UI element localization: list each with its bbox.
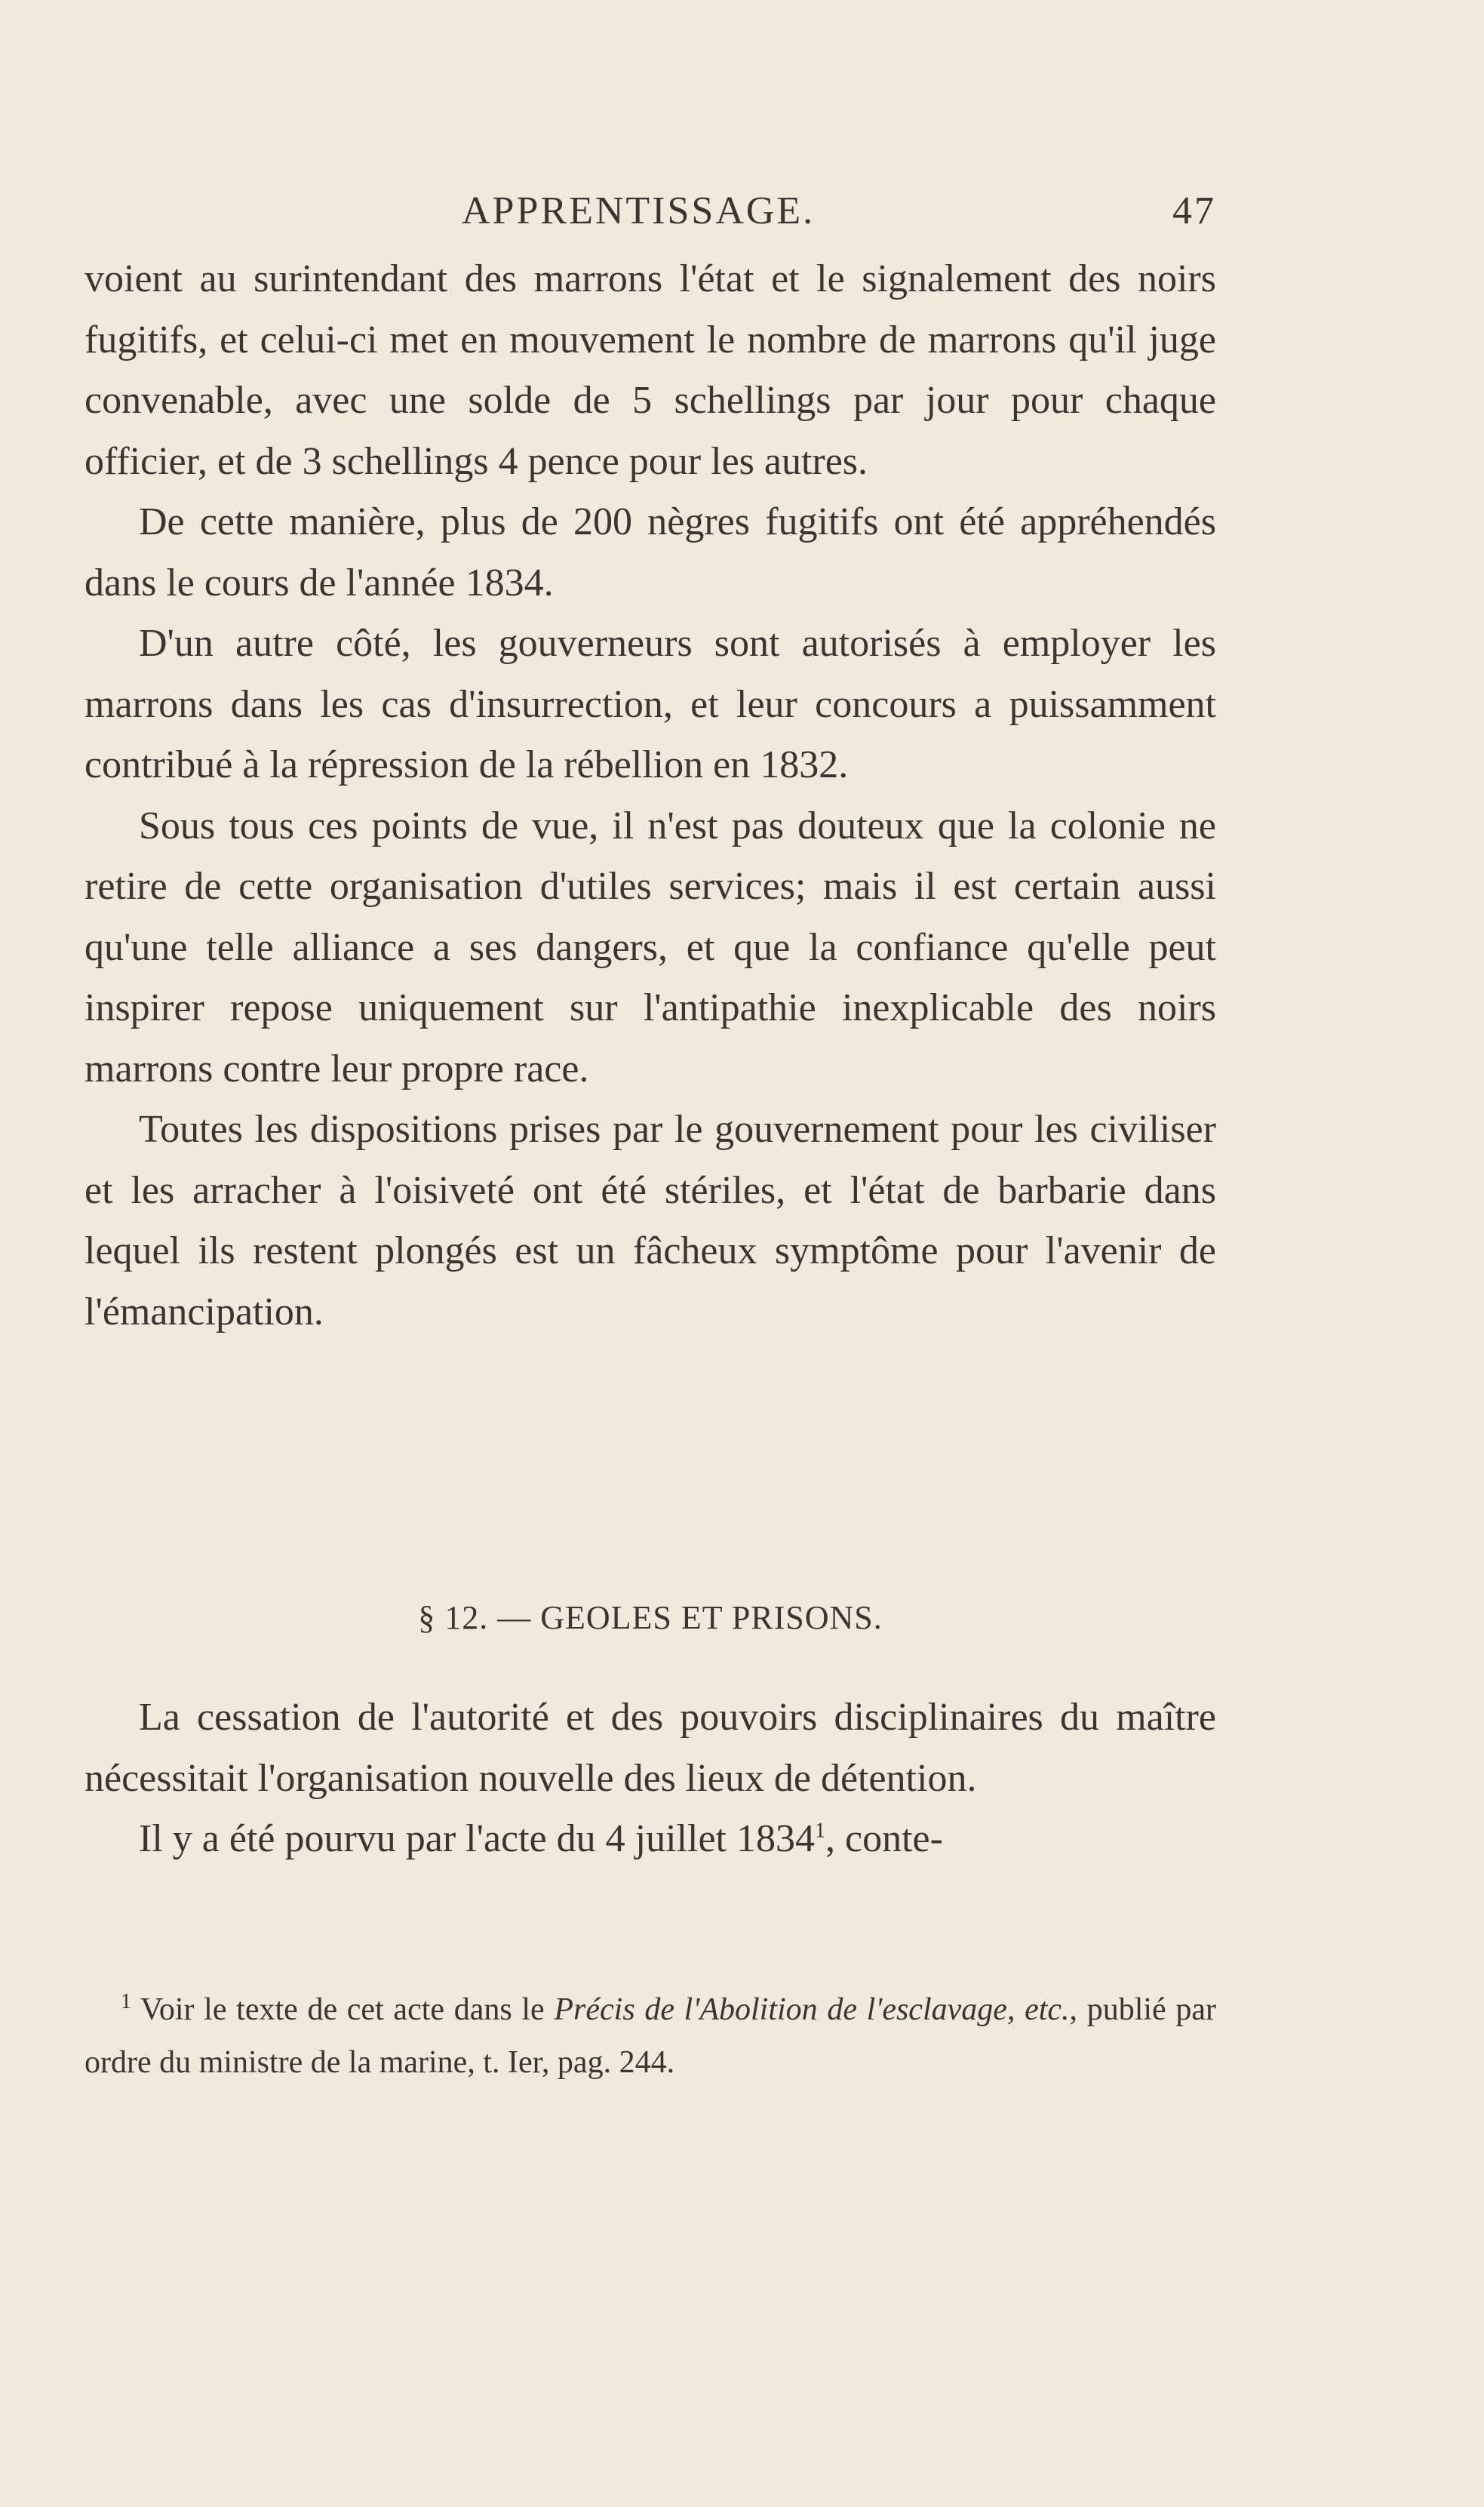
footnote-text: , publié par ordre du ministre de la marine, t. Ier, pag. 244.: [84, 1992, 1217, 2080]
paragraph: Sous tous ces points de vue, il n'est pas douteux que la colonie ne retire de cette organisation d'utiles services; mais il est certain aussi qu'une telle alliance a ses dangers, et que la confiance qu'elle peut inspirer repose uniquement sur l'antipathie inexplicable des noirs marrons contre leur propre race.: [84, 804, 1216, 1090]
footnote: [84, 1983, 1216, 2089]
main-text: [84, 249, 1216, 1343]
paragraph-text: , conte-: [825, 1817, 943, 1860]
running-head: [84, 189, 1216, 241]
paragraph: Toutes les dispositions prises par le gouvernement pour les civiliser et les arracher à l'oisiveté ont été stériles, et l'état de barbarie dans lequel ils restent plongés est un fâcheux symptôme pour l'avenir de l'émancipation.: [84, 1108, 1216, 1333]
paragraph: [84, 1809, 1216, 1870]
footnote-text: Voir le texte de cet acte dans le: [131, 1992, 555, 2027]
footnote-mark: 1: [121, 1990, 131, 2013]
paragraph: D'un autre côté, les gouverneurs sont autorisés à employer les marrons dans les cas d'insurrection, et leur concours a puissamment contribué à la répression de la rébellion en 1832.: [84, 622, 1216, 786]
section-heading: § 12. — GEOLES ET PRISONS.: [418, 1599, 883, 1636]
section-text: [84, 1687, 1216, 1870]
page-number: 47: [1172, 189, 1216, 232]
running-title: APPRENTISSAGE.: [462, 189, 816, 232]
paragraph-text: Il y a été pourvu par l'acte du 4 juillet 1834: [139, 1817, 815, 1860]
paragraph: De cette manière, plus de 200 nègres fugitifs ont été appréhendés dans le cours de l'année 1834.: [84, 500, 1216, 604]
paragraph: La cessation de l'autorité et des pouvoirs disciplinaires du maître nécessitait l'organisation nouvelle des lieux de détention.: [84, 1696, 1216, 1800]
paragraph-continuation: voient au surintendant des marrons l'état et le signalement des noirs fugitifs, et celui-ci met en mouvement le nombre de marrons qu'il juge convenable, avec une solde de 5 schellings par jour pour chaque officier, et de 3 schellings 4 pence pour les autres.: [84, 257, 1216, 483]
footnote-italic-title: Précis de l'Abolition de l'esclavage, etc.: [554, 1992, 1070, 2027]
footnote-reference: 1: [814, 1819, 825, 1843]
